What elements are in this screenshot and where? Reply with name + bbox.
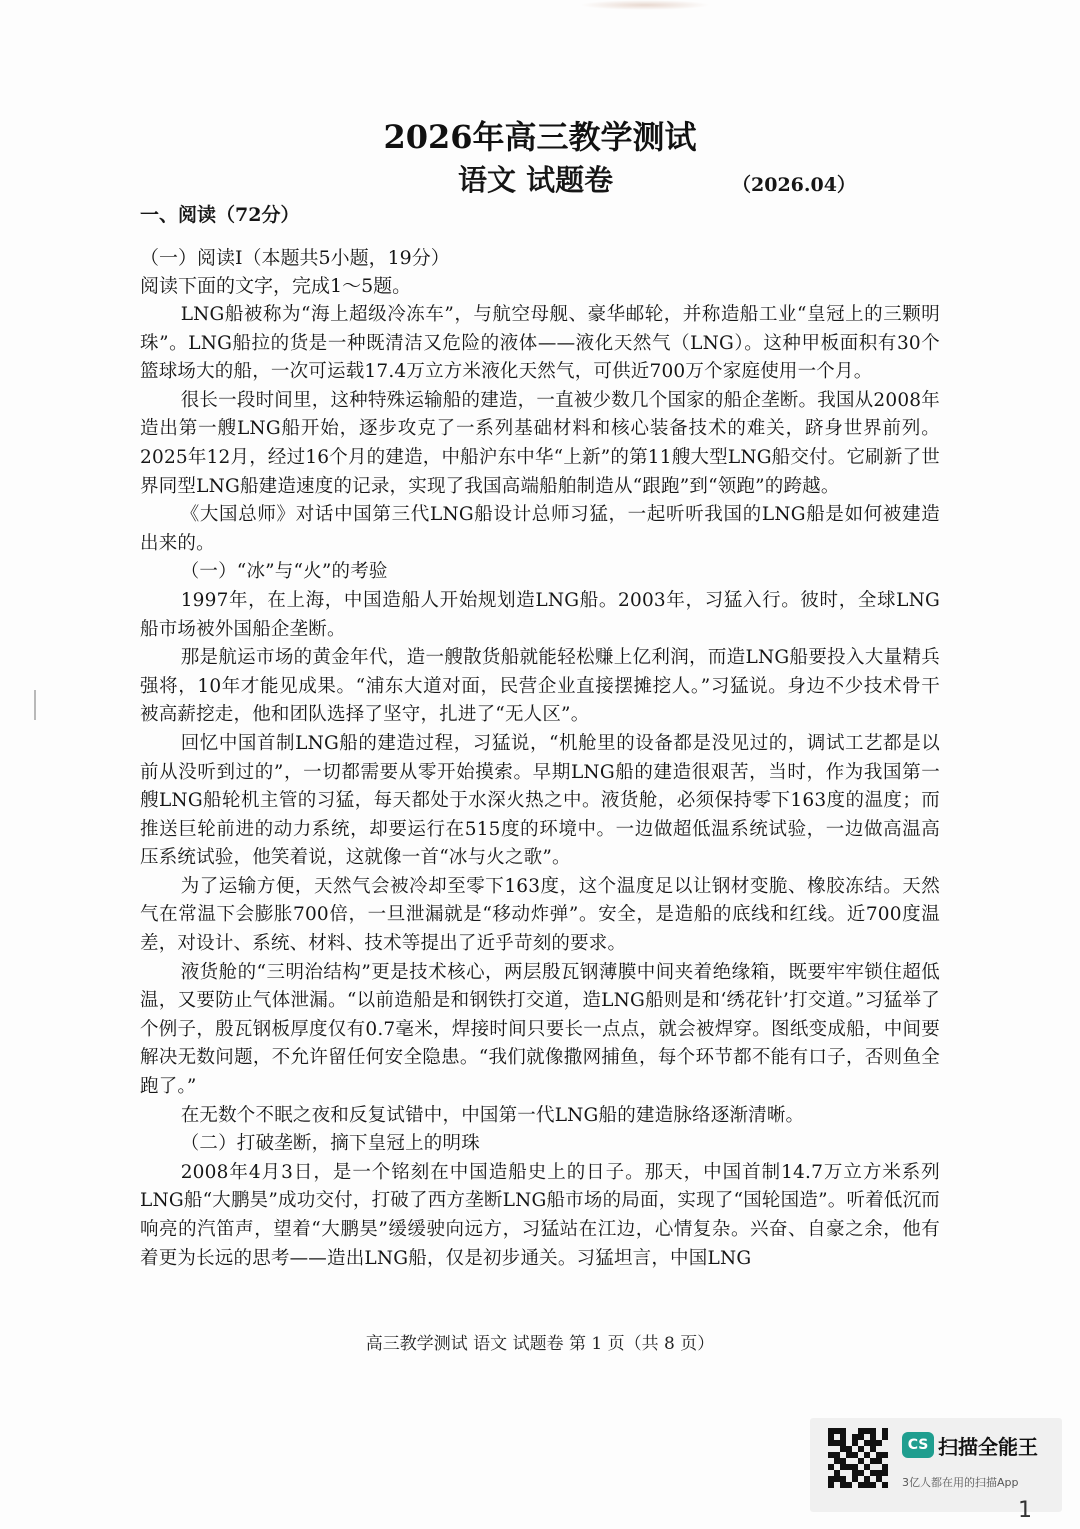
scan-smudge [580, 0, 710, 10]
section-heading: 一、阅读（72分） [140, 204, 300, 226]
paragraph: 1997年，在上海，中国造船人开始规划造LNG船。2003年，习猛入行。彼时，全球LNG船市场被外国船企垄断。 [140, 589, 940, 640]
paragraph: 2008年4月3日，是一个铭刻在中国造船史上的日子。那天，中国首制14.7万立方米系列LNG船“大鹏昊”成功交付，打破了西方垄断LNG船市场的局面，实现了“国轮国造”。听着低沉而响亮的汽笛声，望着“大鹏昊”缓缓驶向远方，习猛站在江边，心情复杂。兴奋、自豪之余，他有着更为长远的思考——造出LNG船，仅是初步通关。习猛坦言，中国LNG [140, 1161, 940, 1269]
paragraph: 《大国总师》对话中国第三代LNG船设计总师习猛，一起听听我国的LNG船是如何被建造出来的。 [140, 504, 940, 554]
paragraph: LNG船被称为“海上超级冷冻车”，与航空母舰、豪华邮轮，并称造船工业“皇冠上的三颗明珠”。LNG船拉的货是一种既清洁又危险的液体——液化天然气（LNG）。这种甲板面积有30个篮球场大的船，一次可运载17.4万立方米液化天然气，可供近700万个家庭使用一个月。 [140, 304, 940, 383]
paragraph: 为了运输方便，天然气会被冷却至零下163度，这个温度足以让钢材变脆、橡胶冻结。天然气在常温下会膨胀700倍，一旦泄漏就是“移动炸弹”。安全，是造船的底线和红线。近700度温差，对设计、系统、材料、技术等提出了近乎苛刻的要求。 [140, 875, 940, 955]
instruction: 阅读下面的文字，完成1～5题。 [140, 275, 412, 297]
paragraph: 液货舱的“三明治结构”更是技术核心，两层殷瓦钢薄膜中间夹着绝缘箱，既要牢牢锁住超低温，又要防止气体泄漏。“以前造船是和钢铁打交道，造LNG船则是和‘绣花针’打交道。”习猛举了个例子，殷瓦钢板厚度仅有0.7毫米，焊接时间只要长一点点，就会被焊穿。图纸变成船，中间要解决无数问题，不允许留任何安全隐患。“我们就像撒网捕鱼，每个环节都不能有口子，否则鱼全跑了。” [140, 961, 940, 1098]
exam-title: 2026年高三教学测试 [383, 118, 697, 156]
scan-artifact-line [34, 690, 36, 720]
exam-date: （2026.04） [732, 174, 856, 196]
passage [140, 301, 940, 1273]
exam-subtitle: 语文 试题卷 [458, 163, 614, 197]
qr-code-icon [828, 1428, 888, 1488]
paragraph: 回忆中国首制LNG船的建造过程，习猛说，“机舱里的设备都是没见过的，调试工艺都是以前从没听到过的”，一切都需要从零开始摸索。早期LNG船的建造很艰苦，当时，作为我国第一艘LNG船轮机主管的习猛，每天都处于水深火热之中。液货舱，必须保持零下163度的温度；而推送巨轮前进的动力系统，却要运行在515度的环境中。一边做超低温系统试验，一边做高温高压系统试验，他笑着说，这就像一首“冰与火之歌”。 [140, 732, 940, 869]
scanner-tagline: 3亿人都在用的扫描App [902, 1476, 1019, 1489]
reading-sub-heading: （一）阅读Ⅰ（本题共5小题，19分） [140, 247, 450, 269]
paragraph: 在无数个不眠之夜和反复试错中，中国第一代LNG船的建造脉络逐渐清晰。 [180, 1104, 805, 1126]
camscanner-logo-icon: CS [902, 1432, 934, 1458]
page-corner-number: 1 [1018, 1498, 1032, 1523]
paragraph: 那是航运市场的黄金年代，造一艘散货船就能轻松赚上亿利润，而造LNG船要投入大量精兵强将，10年才能见成果。“浦东大道对面，民营企业直接摆摊挖人。”习猛说。身边不少技术骨干被高薪挖走，他和团队选择了坚守，扎进了“无人区”。 [140, 647, 940, 726]
scanner-brand: 扫描全能王 [938, 1435, 1038, 1459]
passage-subheading: （二）打破垄断，摘下皇冠上的明珠 [180, 1133, 480, 1155]
page-footer: 高三教学测试 语文 试题卷 第 1 页（共 8 页） [365, 1334, 715, 1354]
passage-subheading: （一）“冰”与“火”的考验 [180, 561, 388, 583]
paragraph: 很长一段时间里，这种特殊运输船的建造，一直被少数几个国家的船企垄断。我国从2008年造出第一艘LNG船开始，逐步攻克了一系列基础材料和核心装备技术的难关，跻身世界前列。2025年12月，经过16个月的建造，中船沪东中华“上新”的第11艘大型LNG船交付。它刷新了世界同型LNG船建造速度的记录，实现了我国高端船舶制造从“跟跑”到“领跑”的跨越。 [140, 389, 940, 497]
